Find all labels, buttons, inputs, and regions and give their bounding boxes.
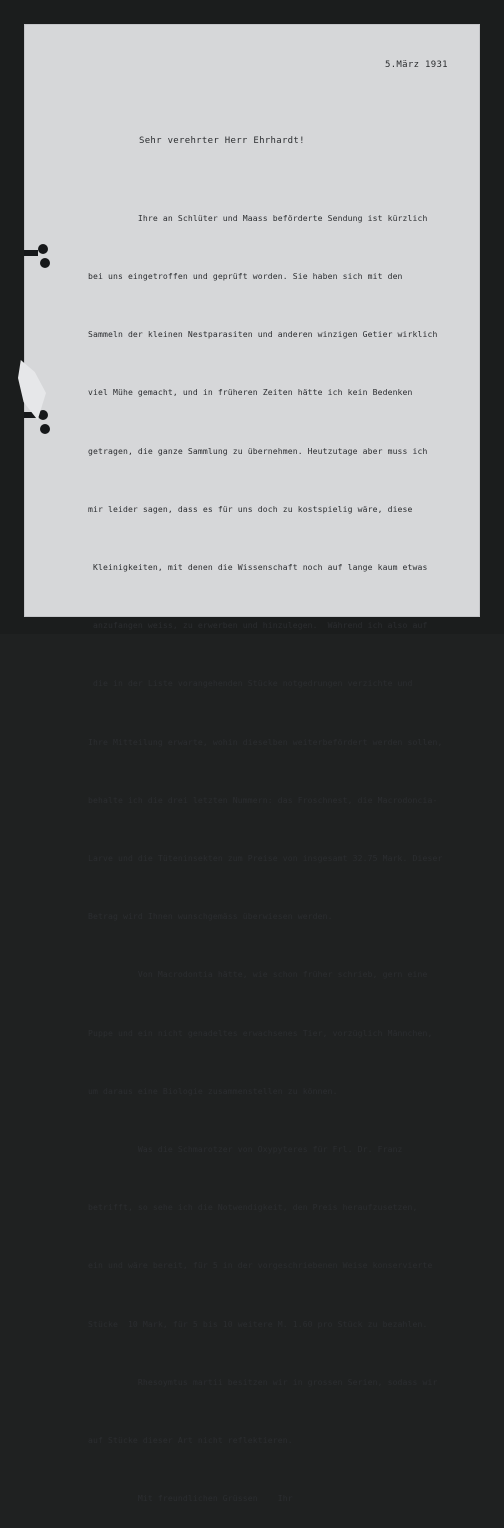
punch-hole-icon [40, 258, 50, 268]
letter-line: Von Macrodontia hätte, wie schon früher schrieb, gern eine [88, 969, 428, 980]
letter-line: Rhesoymtus martii besitzen wir in grossen Serien, sodass wir [88, 1376, 438, 1387]
letter-line: behalte ich die drei letzten Nummern: das Froschnest, die Macrodoncia- [88, 794, 438, 805]
letter-line: um daraus eine Biologie zusammenstellen zu können. [88, 1085, 338, 1096]
letter-line: viel Mühe gemacht, und in früheren Zeiten hätte ich kein Bedenken [88, 387, 413, 398]
letter-line: Ihre an Schlüter und Maass beförderte Sendung ist kürzlich [88, 212, 428, 223]
letter-line: anzufangen weiss, zu erwerben und hinzulegen. Während ich also auf [88, 620, 428, 631]
letter-salutation: Sehr verehrter Herr Ehrhardt! [139, 136, 305, 146]
letter-line: Ihre Mitteilung erwarte, wohin dieselben weiterbefördert werden sollen, [88, 736, 443, 747]
punch-hole-icon [38, 244, 48, 254]
binder-tab-icon [24, 250, 38, 256]
letter-date: 5.März 1931 [385, 60, 448, 70]
letter-line: Mit freundlichen Grüssen Ihr [88, 1493, 293, 1504]
letter-line: Was die Schmarotzer von Oxypyteres für Frl. Dr. Franz [88, 1144, 403, 1155]
punch-hole-icon [40, 424, 50, 434]
letter-line: Sammeln der kleinen Nestparasiten und anderen winzigen Getier wirklich [88, 329, 438, 340]
letter-line: auf Stücke dieser Art nicht reflektieren. [88, 1435, 293, 1446]
letter-line: getragen, die ganze Sammlung zu übernehmen. Heutzutage aber muss ich [88, 445, 428, 456]
letter-line: Puppe und ein nicht genadeltes erwachsenes Tier, vorzüglich Männchen, [88, 1027, 433, 1038]
letter-line: Kleinigkeiten, mit denen die Wissenschaft noch auf lange kaum etwas [88, 562, 428, 573]
letter-line: Betrag wird Ihnen wunschgemäss überwiesen werden. [88, 911, 333, 922]
letter-line: mir leider sagen, dass es für uns doch zu kostspielig wäre, diese [88, 503, 413, 514]
letter-line: Stücke 10 Mark, für 5 bis 10 weitere M. 1.60 pro Stück zu bezahlen. [88, 1318, 428, 1329]
letter-line: ein und wäre bereit, für 5 in der vorgeschriebenen Weise konservierte [88, 1260, 433, 1271]
letter-line: die in der Liste vorangehenden Stücke notgedrungen verzichte und [88, 678, 413, 689]
letter-line: betrifft, so sehe ich die Notwendigkeit, den Preis heraufzusetzen, [88, 1202, 418, 1213]
letter-line: bei uns eingetroffen und geprüft worden. Sie haben sich mit den [88, 271, 403, 282]
letter-line: Larve und die Tüteninsekten zum Preise von insgesamt 32.75 Mark. Dieser [88, 853, 443, 864]
letter-body [88, 170, 483, 1528]
